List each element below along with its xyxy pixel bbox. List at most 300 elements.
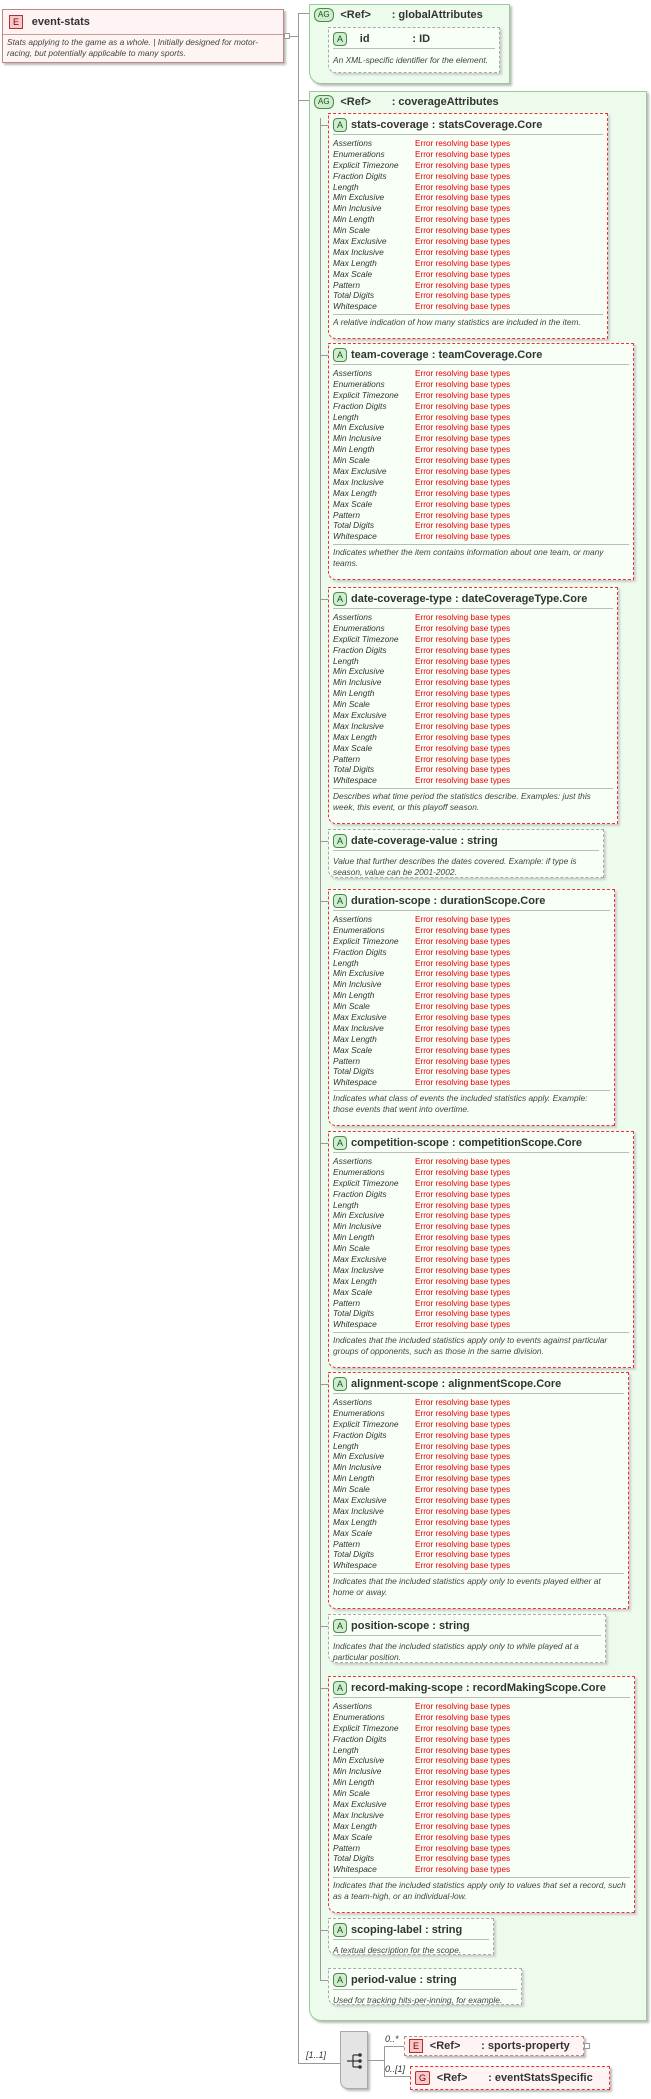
- facet-error: Error resolving base types: [415, 1320, 511, 1330]
- facet-name: Min Length: [333, 990, 375, 1001]
- facet-name: Max Length: [333, 1820, 377, 1831]
- facet-error: Error resolving base types: [415, 1561, 511, 1571]
- root-element-name: event-stats: [31, 15, 90, 28]
- facet-row: [333, 290, 510, 301]
- facet-name: Max Exclusive: [333, 236, 387, 247]
- facet-row: [333, 236, 510, 247]
- facet-error: Error resolving base types: [415, 1789, 511, 1799]
- facet-name: Fraction Digits: [333, 170, 387, 181]
- facet-name: Length: [333, 1440, 359, 1451]
- facet-name: Whitespace: [333, 1560, 377, 1571]
- facet-error: Error resolving base types: [415, 1034, 511, 1044]
- facet-row: [333, 764, 510, 775]
- facet-name: Max Scale: [333, 1831, 373, 1842]
- attribute-scoping-label[interactable]: [328, 1918, 494, 1955]
- facet-row: [333, 1832, 510, 1843]
- facet-row: [333, 247, 510, 258]
- facet-name: Assertions: [333, 1701, 373, 1711]
- facet-table: [333, 1397, 510, 1571]
- facet-error: Error resolving base types: [415, 1265, 511, 1275]
- facet-name: Min Length: [333, 688, 375, 699]
- facet-row: [333, 958, 510, 969]
- facet-name: Min Inclusive: [333, 433, 382, 444]
- facet-error: Error resolving base types: [415, 1734, 511, 1744]
- attribute-duration-scope[interactable]: [328, 889, 615, 1126]
- facet-name: Assertions: [333, 368, 373, 378]
- connector-line: [368, 2060, 384, 2061]
- facet-name: Total Digits: [333, 1549, 375, 1560]
- facet-error: Error resolving base types: [415, 1189, 511, 1199]
- attribute-description: A textual description for the scope.: [333, 1945, 462, 1955]
- facet-error: Error resolving base types: [415, 1408, 511, 1418]
- facet-row: [333, 634, 510, 645]
- child-cardinality: 0..*: [385, 2034, 399, 2044]
- facet-error: Error resolving base types: [415, 1723, 511, 1733]
- facet-name: Max Exclusive: [333, 1012, 387, 1023]
- facet-row: [333, 1473, 510, 1484]
- facet-error: Error resolving base types: [415, 1167, 511, 1177]
- attribute-description: Indicates that the included statistics apply only to events against particular groups of opponents, such as those in the same division.: [333, 1335, 608, 1356]
- facet-error: Error resolving base types: [415, 700, 511, 710]
- facet-error: Error resolving base types: [415, 269, 511, 279]
- sequence-compositor[interactable]: [340, 2031, 368, 2089]
- facet-table: [333, 612, 510, 786]
- attribute-date-coverage-type[interactable]: [328, 587, 618, 824]
- facet-row: [333, 1701, 510, 1712]
- attribute-type: : ID: [412, 32, 431, 45]
- facet-row: [333, 1864, 510, 1875]
- facet-name: Explicit Timezone: [333, 935, 399, 946]
- facet-error: Error resolving base types: [415, 1023, 511, 1033]
- facet-error: Error resolving base types: [415, 423, 511, 433]
- facet-name: Min Scale: [333, 1243, 370, 1254]
- connector-line: [384, 2046, 404, 2047]
- facet-name: Length: [333, 655, 359, 666]
- attribute-description: Indicates what class of events the included statistics apply. Example: those events that went into overtime.: [333, 1093, 588, 1114]
- facet-row: [333, 531, 510, 542]
- facet-error: Error resolving base types: [415, 139, 511, 148]
- facet-row: [333, 1001, 510, 1012]
- facet-name: Total Digits: [333, 764, 375, 775]
- attribute-group-name: : globalAttributes: [391, 8, 483, 21]
- facet-row: [333, 1077, 510, 1088]
- facet-error: Error resolving base types: [415, 171, 511, 181]
- facet-row: [333, 192, 510, 203]
- facet-error: Error resolving base types: [415, 1702, 511, 1711]
- facet-row: [333, 1539, 510, 1550]
- facet-error: Error resolving base types: [415, 754, 511, 764]
- attribute-description: Describes what time period the statistics describe. Examples: just this week, this event, or this playoff season.: [333, 791, 591, 812]
- facet-row: [333, 936, 510, 947]
- facet-row: [333, 225, 510, 236]
- facet-row: [333, 1712, 510, 1723]
- facet-error: Error resolving base types: [415, 160, 511, 170]
- facet-name: Max Inclusive: [333, 1022, 384, 1033]
- attribute-badge: A: [333, 592, 347, 606]
- facet-row: [333, 645, 510, 656]
- facet-error: Error resolving base types: [415, 1045, 511, 1055]
- facet-row: [333, 1056, 510, 1067]
- facet-error: Error resolving base types: [415, 980, 511, 990]
- facet-name: Min Exclusive: [333, 666, 385, 677]
- attribute-description: Indicates whether the item contains information about one team, or many teams.: [333, 547, 604, 568]
- attribute-title: competition-scope : competitionScope.Core: [351, 1136, 583, 1149]
- facet-error: Error resolving base types: [415, 678, 511, 688]
- facet-name: Min Length: [333, 1777, 375, 1788]
- facet-name: Pattern: [333, 1055, 361, 1066]
- facet-row: [333, 1408, 510, 1419]
- facet-name: Max Inclusive: [333, 246, 384, 257]
- group-badge: G: [415, 2071, 430, 2085]
- facet-row: [333, 258, 510, 269]
- facet-table: [333, 1701, 510, 1875]
- facet-row: [333, 477, 510, 488]
- facet-row: [333, 214, 510, 225]
- connector-line: [320, 1384, 328, 1385]
- connector-line: [320, 125, 328, 126]
- attribute-badge: A: [333, 118, 347, 132]
- ref-group-event-stats-specific[interactable]: [410, 2066, 610, 2090]
- facet-row: [333, 1254, 510, 1265]
- facet-name: Enumerations: [333, 378, 385, 389]
- attribute-badge: A: [333, 32, 347, 46]
- facet-name: Min Scale: [333, 225, 370, 236]
- facet-error: Error resolving base types: [415, 1078, 511, 1088]
- facet-row: [333, 775, 510, 786]
- connector-line: [320, 1980, 328, 1981]
- facet-row: [333, 138, 510, 149]
- facet-error: Error resolving base types: [415, 247, 511, 257]
- ref-element-sports-property[interactable]: [404, 2036, 584, 2056]
- facet-error: Error resolving base types: [415, 721, 511, 731]
- facet-name: Min Length: [333, 214, 375, 225]
- facet-name: Min Inclusive: [333, 677, 382, 688]
- root-element-event-stats[interactable]: [2, 9, 284, 63]
- facet-row: [333, 1210, 510, 1221]
- facet-error: Error resolving base types: [415, 1854, 511, 1864]
- attribute-description: A relative indication of how many statistics are included in the item.: [333, 317, 581, 327]
- connector-line: [320, 1143, 328, 1144]
- facet-name: Length: [333, 1744, 359, 1755]
- facet-row: [333, 754, 510, 765]
- facet-error: Error resolving base types: [415, 1287, 511, 1297]
- facet-error: Error resolving base types: [415, 958, 511, 968]
- sequence-icon: [341, 2032, 369, 2090]
- facet-row: [333, 732, 510, 743]
- facet-name: Min Length: [333, 1473, 375, 1484]
- facet-name: Whitespace: [333, 775, 377, 786]
- facet-name: Whitespace: [333, 531, 377, 542]
- facet-name: Max Scale: [333, 268, 373, 279]
- facet-row: [333, 914, 510, 925]
- facet-row: [333, 656, 510, 667]
- facet-error: Error resolving base types: [415, 280, 511, 290]
- facet-name: Fraction Digits: [333, 644, 387, 655]
- facet-error: Error resolving base types: [415, 258, 511, 268]
- facet-error: Error resolving base types: [415, 743, 511, 753]
- facet-row: [333, 1189, 510, 1200]
- facet-name: Max Scale: [333, 742, 373, 753]
- facet-name: Max Length: [333, 1033, 377, 1044]
- facet-error: Error resolving base types: [415, 1810, 511, 1820]
- facet-row: [333, 1853, 510, 1864]
- facet-row: [333, 968, 510, 979]
- connector-line: [384, 2076, 410, 2077]
- facet-name: Max Exclusive: [333, 1495, 387, 1506]
- connector-line: [298, 13, 299, 2063]
- facet-row: [333, 368, 510, 379]
- facet-name: Max Length: [333, 487, 377, 498]
- facet-row: [333, 422, 510, 433]
- facet-error: Error resolving base types: [415, 645, 511, 655]
- facet-error: Error resolving base types: [415, 1517, 511, 1527]
- facet-name: Total Digits: [333, 1853, 375, 1864]
- facet-name: Min Scale: [333, 1788, 370, 1799]
- facet-name: Assertions: [333, 612, 373, 622]
- facet-row: [333, 1484, 510, 1495]
- facet-error: Error resolving base types: [415, 204, 511, 214]
- facet-error: Error resolving base types: [415, 477, 511, 487]
- facet-name: Pattern: [333, 509, 361, 520]
- facet-name: Max Scale: [333, 498, 373, 509]
- facet-row: [333, 677, 510, 688]
- facet-row: [333, 743, 510, 754]
- facet-error: Error resolving base types: [415, 1452, 511, 1462]
- facet-name: Max Length: [333, 731, 377, 742]
- facet-name: Pattern: [333, 1538, 361, 1549]
- facet-error: Error resolving base types: [415, 634, 511, 644]
- facet-error: Error resolving base types: [415, 1222, 511, 1232]
- facet-name: Min Length: [333, 1232, 375, 1243]
- facet-row: [333, 1045, 510, 1056]
- facet-name: Min Exclusive: [333, 1755, 385, 1766]
- facet-error: Error resolving base types: [415, 1539, 511, 1549]
- facet-error: Error resolving base types: [415, 1056, 511, 1066]
- facet-error: Error resolving base types: [415, 1419, 511, 1429]
- facet-table: [333, 1156, 510, 1330]
- attribute-badge: A: [333, 894, 347, 908]
- attribute-group-global[interactable]: [309, 4, 510, 84]
- facet-error: Error resolving base types: [415, 1712, 511, 1722]
- attribute-description: Indicates that the included statistics apply only to events played either at home or away.: [333, 1576, 601, 1597]
- ref-label: <Ref>: [340, 8, 371, 21]
- facet-error: Error resolving base types: [415, 369, 511, 378]
- connector-line: [320, 1626, 328, 1627]
- facet-error: Error resolving base types: [415, 765, 511, 775]
- facet-error: Error resolving base types: [415, 1843, 511, 1853]
- facet-error: Error resolving base types: [415, 1832, 511, 1842]
- facet-name: Total Digits: [333, 1066, 375, 1077]
- facet-error: Error resolving base types: [415, 215, 511, 225]
- facet-name: Min Exclusive: [333, 192, 385, 203]
- ref-label: <Ref>: [429, 2039, 461, 2052]
- facet-name: Max Exclusive: [333, 466, 387, 477]
- facet-row: [333, 1451, 510, 1462]
- facet-row: [333, 1034, 510, 1045]
- facet-row: [333, 510, 510, 521]
- attribute-badge: A: [333, 1973, 347, 1987]
- child-cardinality: 0..[1]: [385, 2064, 406, 2074]
- facet-row: [333, 444, 510, 455]
- facet-error: Error resolving base types: [415, 1398, 511, 1407]
- facet-error: Error resolving base types: [415, 1002, 511, 1012]
- facet-name: Enumerations: [333, 148, 385, 159]
- facet-error: Error resolving base types: [415, 1441, 511, 1451]
- attribute-period-value[interactable]: [328, 1968, 522, 2005]
- facet-error: Error resolving base types: [415, 1013, 511, 1023]
- attribute-id[interactable]: [328, 27, 500, 73]
- facet-row: [333, 1441, 510, 1452]
- facet-row: [333, 1745, 510, 1756]
- ref-group-name: : eventStatsSpecific: [488, 2071, 593, 2084]
- facet-name: Assertions: [333, 138, 373, 148]
- connector-line: [320, 1930, 328, 1931]
- attribute-title: period-value : string: [351, 1973, 457, 1986]
- expand-grip[interactable]: [584, 2043, 590, 2049]
- element-badge: E: [409, 2039, 423, 2053]
- facet-row: [333, 612, 510, 623]
- facet-row: [333, 979, 510, 990]
- facet-name: Max Inclusive: [333, 1264, 384, 1275]
- attribute-title: record-making-scope : recordMakingScope.Core: [351, 1681, 606, 1694]
- attribute-badge: A: [333, 1923, 347, 1937]
- attribute-record-making-scope[interactable]: [328, 1676, 635, 1913]
- facet-name: Fraction Digits: [333, 400, 387, 411]
- facet-error: Error resolving base types: [415, 434, 511, 444]
- connector-line: [320, 355, 328, 356]
- facet-row: [333, 1221, 510, 1232]
- facet-row: [333, 488, 510, 499]
- facet-row: [333, 401, 510, 412]
- connector-line: [320, 1688, 328, 1689]
- facet-row: [333, 1023, 510, 1034]
- facet-row: [333, 990, 510, 1001]
- facet-name: Min Length: [333, 444, 375, 455]
- facet-name: Total Digits: [333, 290, 375, 301]
- attribute-badge: A: [333, 1681, 347, 1695]
- facet-name: Fraction Digits: [333, 946, 387, 957]
- facet-row: [333, 1528, 510, 1539]
- facet-error: Error resolving base types: [415, 656, 511, 666]
- facet-name: Max Scale: [333, 1286, 373, 1297]
- attribute-title: scoping-label : string: [351, 1923, 463, 1936]
- attribute-date-coverage-value[interactable]: [328, 829, 604, 878]
- facet-error: Error resolving base types: [415, 1178, 511, 1188]
- facet-name: Max Inclusive: [333, 1809, 384, 1820]
- facet-row: [333, 1276, 510, 1287]
- attribute-stats-coverage[interactable]: [328, 113, 608, 339]
- facet-name: Total Digits: [333, 1308, 375, 1319]
- facet-error: Error resolving base types: [415, 1496, 511, 1506]
- facet-name: Max Inclusive: [333, 1505, 384, 1516]
- facet-row: [333, 1810, 510, 1821]
- facet-error: Error resolving base types: [415, 390, 511, 400]
- facet-row: [333, 1755, 510, 1766]
- facet-row: [333, 1012, 510, 1023]
- facet-row: [333, 1517, 510, 1528]
- facet-row: [333, 1734, 510, 1745]
- facet-name: Assertions: [333, 1156, 373, 1166]
- facet-row: [333, 171, 510, 182]
- facet-name: Min Exclusive: [333, 1451, 385, 1462]
- attribute-group-name: : coverageAttributes: [391, 95, 499, 108]
- facet-name: Min Scale: [333, 1484, 370, 1495]
- facet-error: Error resolving base types: [415, 947, 511, 957]
- facet-row: [333, 699, 510, 710]
- facet-row: [333, 1200, 510, 1211]
- facet-row: [333, 1308, 510, 1319]
- facet-error: Error resolving base types: [415, 499, 511, 509]
- facet-row: [333, 520, 510, 531]
- facet-row: [333, 1397, 510, 1408]
- facet-error: Error resolving base types: [415, 1255, 511, 1265]
- facet-name: Fraction Digits: [333, 1188, 387, 1199]
- facet-row: [333, 1265, 510, 1276]
- facet-error: Error resolving base types: [415, 379, 511, 389]
- facet-row: [333, 412, 510, 423]
- facet-row: [333, 433, 510, 444]
- attribute-name: id: [359, 32, 370, 45]
- facet-name: Max Scale: [333, 1527, 373, 1538]
- attribute-title: stats-coverage : statsCoverage.Core: [351, 118, 543, 131]
- facet-table: [333, 368, 510, 542]
- connector-line: [290, 36, 298, 37]
- element-badge: E: [9, 15, 23, 29]
- facet-name: Max Exclusive: [333, 1254, 387, 1265]
- facet-name: Max Inclusive: [333, 476, 384, 487]
- facet-name: Fraction Digits: [333, 1429, 387, 1440]
- attribute-competition-scope[interactable]: [328, 1131, 634, 1368]
- facet-error: Error resolving base types: [415, 149, 511, 159]
- facet-row: [333, 623, 510, 634]
- facet-row: [333, 1232, 510, 1243]
- facet-name: Whitespace: [333, 301, 377, 312]
- facet-error: Error resolving base types: [415, 1233, 511, 1243]
- facet-row: [333, 1298, 510, 1309]
- facet-error: Error resolving base types: [415, 1157, 511, 1166]
- facet-name: Length: [333, 1199, 359, 1210]
- facet-row: [333, 455, 510, 466]
- facet-name: Explicit Timezone: [333, 389, 399, 400]
- facet-name: Explicit Timezone: [333, 159, 399, 170]
- attribute-alignment-scope[interactable]: [328, 1372, 629, 1609]
- facet-row: [333, 1287, 510, 1298]
- facet-error: Error resolving base types: [415, 1244, 511, 1254]
- attribute-team-coverage[interactable]: [328, 343, 634, 580]
- facet-name: Fraction Digits: [333, 1733, 387, 1744]
- facet-row: [333, 1777, 510, 1788]
- facet-name: Max Inclusive: [333, 720, 384, 731]
- attribute-description: Used for tracking hits-per-inning, for example.: [333, 1995, 503, 2005]
- facet-name: Explicit Timezone: [333, 1418, 399, 1429]
- facet-error: Error resolving base types: [415, 291, 511, 301]
- facet-error: Error resolving base types: [415, 1430, 511, 1440]
- facet-table: [333, 914, 510, 1088]
- facet-table: [333, 138, 510, 312]
- facet-name: Min Inclusive: [333, 203, 382, 214]
- attribute-position-scope[interactable]: [328, 1614, 606, 1663]
- facet-row: [333, 1788, 510, 1799]
- facet-row: [333, 1766, 510, 1777]
- facet-error: Error resolving base types: [415, 1276, 511, 1286]
- facet-row: [333, 466, 510, 477]
- facet-name: Enumerations: [333, 1711, 385, 1722]
- facet-error: Error resolving base types: [415, 226, 511, 236]
- facet-row: [333, 1506, 510, 1517]
- facet-row: [333, 1167, 510, 1178]
- attribute-badge: A: [333, 834, 347, 848]
- facet-row: [333, 710, 510, 721]
